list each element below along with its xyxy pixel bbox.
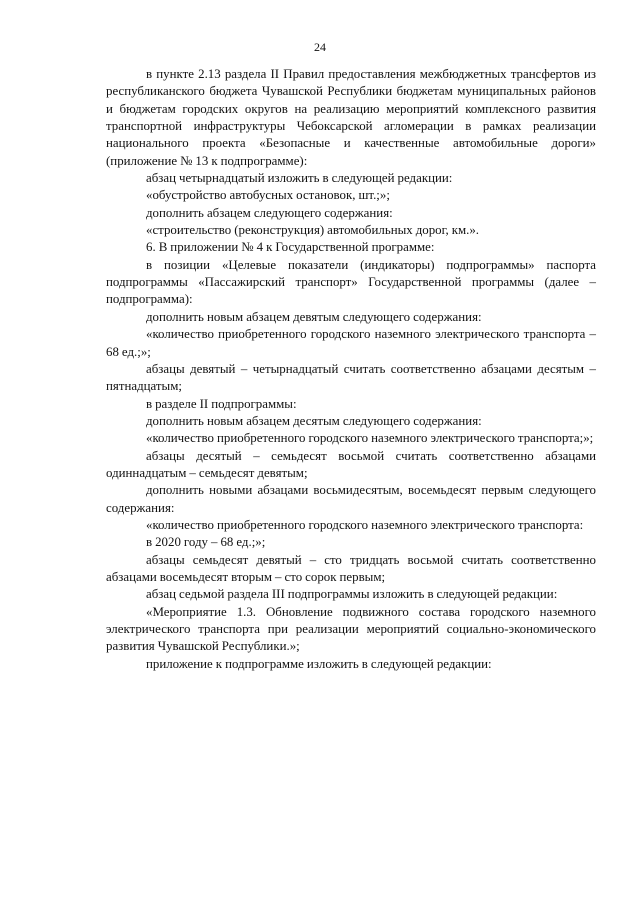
paragraph-add-tenth-abzac: дополнить новым абзацем десятым следующего содержания: [146, 413, 482, 428]
paragraph-transfer-rules: в пункте 2.13 раздела II Правил предоставления межбюджетных трансфертов из республиканского бюджета Чувашской Республики бюджетам муниципальных районов и бюджетам городских округов на реализацию мероприятий комплексного развития транспортной инфраструктуры Чебоксарской агломерации в рамках реализации национального проекта «Безопасные и качественные автомобильные дороги» (приложение № 13 к подпрограмме): [106, 67, 596, 168]
paragraph-section-ii: в разделе II подпрограммы: [146, 396, 297, 411]
paragraph-bus-stops: «обустройство автобусных остановок, шт.;»; [146, 188, 390, 203]
paragraph-year-2020: в 2020 году – 68 ед.;»; [146, 535, 266, 550]
paragraph-renumber-tenth: абзацы десятый – семьдесят восьмой считать соответственно абзацами одиннадцатым – семьдесят девятым; [106, 448, 596, 480]
paragraph-add-abzac: дополнить абзацем следующего содержания: [146, 205, 393, 220]
paragraph-electric-transport-colon: «количество приобретенного городского наземного электрического транспорта: [146, 517, 584, 532]
paragraph-renumber-ninth: абзацы девятый – четырнадцатый считать соответственно абзацами десятым – пятнадцатым; [106, 361, 596, 394]
paragraph-add-eightieth: дополнить новыми абзацами восьмидесятым, восемьдесят первым следующего содержания: [106, 483, 596, 515]
paragraph-appendix-4: 6. В приложении № 4 к Государственной программе: [146, 240, 435, 255]
paragraph-measure-1-3: «Мероприятие 1.3. Обновление подвижного состава городского наземного электрического транспорта при реализации мероприятий социально-экономического развития Чувашской Республики.»; [106, 604, 596, 654]
paragraph-appendix-new-edition: приложение к подпрограмме изложить в следующей редакции: [146, 656, 492, 671]
paragraph-renumber-seventy-ninth: абзацы семьдесят девятый – сто тридцать восьмой считать соответственно абзацами восемьдесят вторым – сто сорок первым; [106, 552, 596, 584]
paragraph-target-indicators: в позиции «Целевые показатели (индикаторы) подпрограммы» паспорта подпрограммы «Пассажирский транспорт» Государственной программы (далее – подпрограмма): [106, 257, 596, 307]
paragraph-road-construction: «строительство (реконструкция) автомобильных дорог, км.». [146, 223, 480, 238]
paragraph-electric-transport: «количество приобретенного городского наземного электрического транспорта;»; [146, 431, 594, 446]
paragraph-electric-transport-68: «количество приобретенного городского наземного электрического транспорта – 68 ед.;»; [106, 327, 596, 359]
page-number: 24 [314, 40, 326, 54]
paragraph-add-ninth-abzac: дополнить новым абзацем девятым следующего содержания: [146, 309, 482, 324]
paragraph-section-iii: абзац седьмой раздела III подпрограммы изложить в следующей редакции: [146, 587, 558, 602]
document-body [106, 66, 596, 673]
paragraph-fourteenth-abzac: абзац четырнадцатый изложить в следующей редакции: [146, 171, 453, 186]
